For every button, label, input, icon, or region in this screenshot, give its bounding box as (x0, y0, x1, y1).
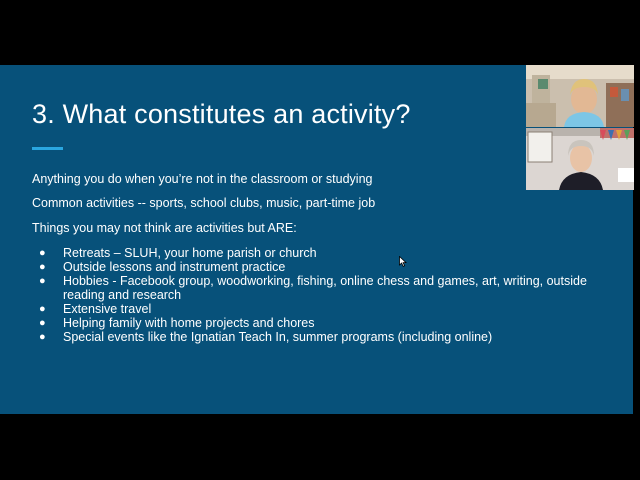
participant-video (526, 128, 634, 190)
webcam-tile-participant-1[interactable] (526, 65, 634, 127)
list-item: ● Extensive travel (39, 302, 152, 316)
bullet-icon: ● (39, 275, 46, 287)
bullet-icon: ● (39, 261, 46, 273)
bullet-icon: ● (39, 247, 46, 259)
mouse-pointer-icon (399, 256, 407, 267)
participant-video (526, 65, 634, 127)
bullet-icon: ● (39, 331, 46, 343)
list-item: ● Helping family with home projects and chores (39, 316, 315, 330)
bullet-list (32, 246, 592, 344)
list-item: ● Special events like the Ignatian Teach In, summer programs (including online) (39, 330, 493, 344)
list-item: ● Outside lessons and instrument practice (39, 260, 286, 274)
title-underline (32, 147, 63, 150)
slide-title: 3. What constitutes an activity? (32, 99, 411, 129)
list-item: ● Hobbies - Facebook group, woodworking, fishing, online chess and games, art, writing, outside reading and research (39, 274, 587, 302)
slide-paragraph: Common activities -- sports, school clubs, music, part-time job (32, 196, 376, 210)
bullet-icon: ● (39, 303, 46, 315)
slide-paragraph: Anything you do when you’re not in the classroom or studying (32, 172, 373, 186)
bullet-icon: ● (39, 317, 46, 329)
slide-paragraph: Things you may not think are activities but ARE: (32, 221, 297, 235)
webcam-tile-participant-2[interactable] (526, 128, 634, 190)
list-item: ● Retreats – SLUH, your home parish or church (39, 246, 317, 260)
